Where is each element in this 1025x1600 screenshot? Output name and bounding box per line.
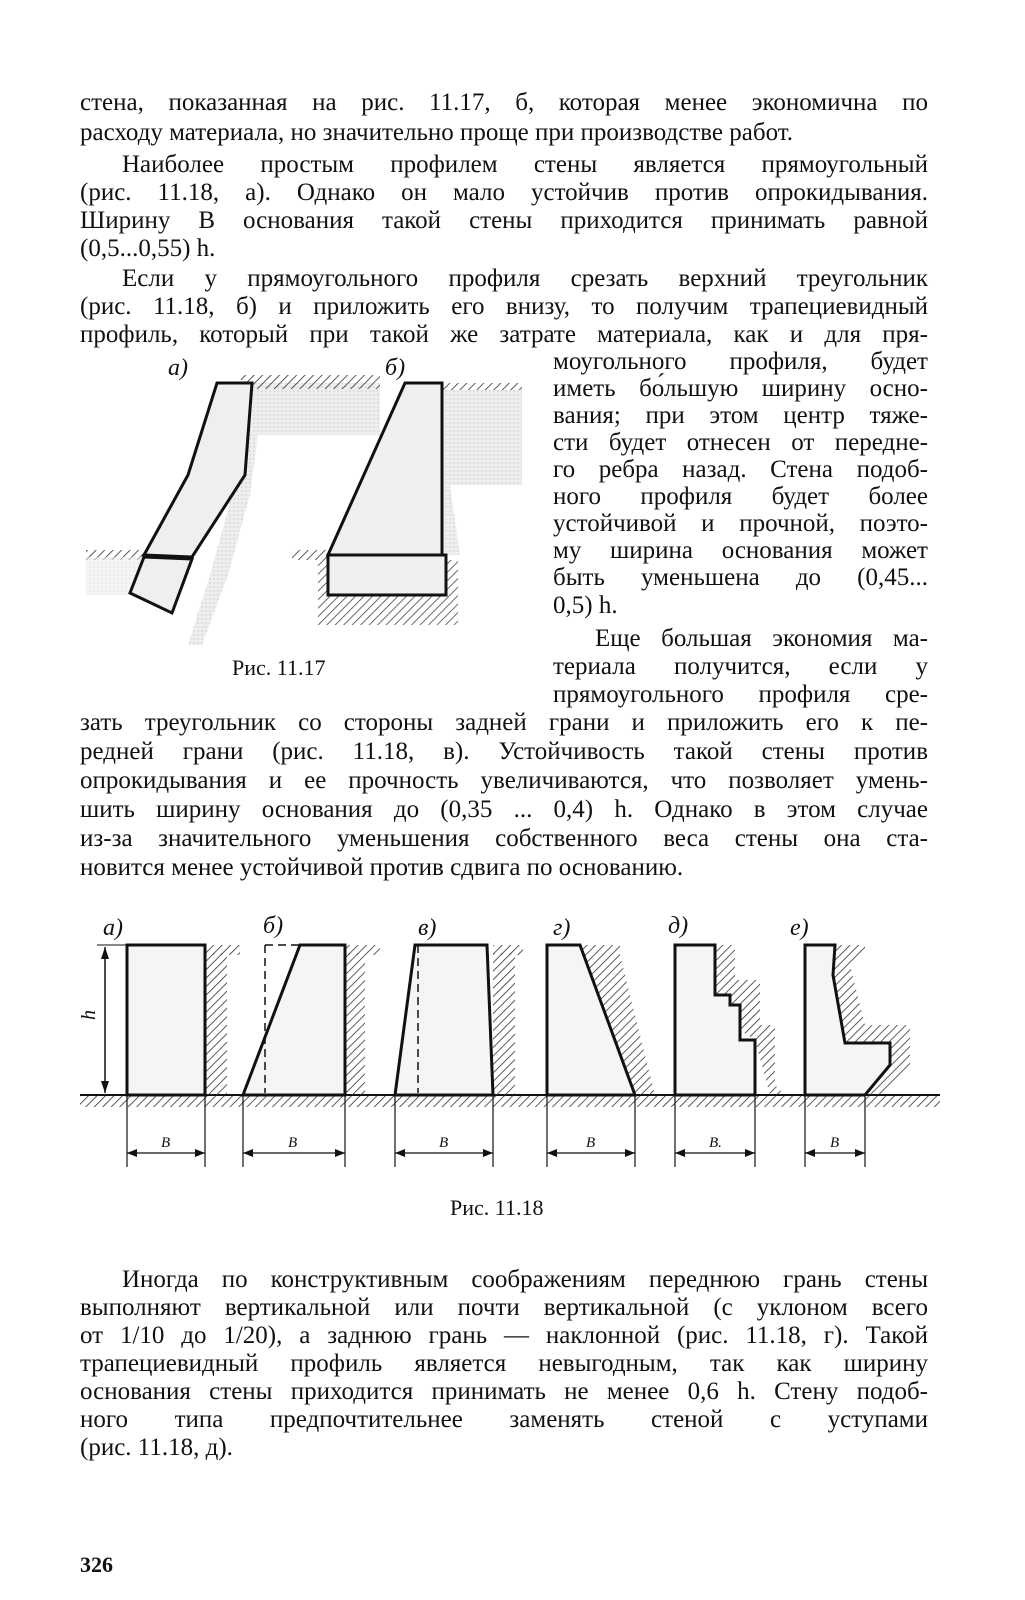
base-label-a: В [161, 1135, 171, 1151]
base-label-d: В. [709, 1135, 722, 1151]
text-line: стена, показанная на рис. 11.17, б, которая менее экономична по [80, 89, 928, 116]
text-line: му ширина основания может [553, 537, 928, 564]
text-line: моугольного профиля, будет [553, 348, 928, 375]
text-line: Еще большая экономия ма- [595, 625, 928, 652]
text-line: редней грани (рис. 11.18, в). Устойчивость такой стены против [80, 738, 928, 765]
figure-label-d: д) [668, 913, 689, 939]
text-line: расходу материала, но значительно проще при производстве работ. [80, 119, 794, 146]
text-line: из-за значительного уменьшения собственного веса стены она ста- [80, 825, 928, 852]
figure-11-18 [75, 905, 945, 1180]
text-line: (рис. 11.18, д). [80, 1434, 233, 1461]
figure-11-17 [80, 345, 545, 675]
text-line: Иногда по конструктивным соображениям переднюю грань стены [122, 1266, 928, 1293]
text-line: (0,5...0,55) h. [80, 235, 216, 262]
figure-label-b: б) [263, 913, 284, 939]
text-line: териала получится, если у [553, 653, 928, 680]
text-line: Если у прямоугольного профиля срезать верхний треугольник [122, 265, 928, 292]
text-line: (рис. 11.18, а). Однако он мало устойчив против опрокидывания. [80, 179, 928, 206]
text-line: зать треугольник со стороны задней грани и приложить его к пе- [80, 709, 928, 736]
text-line: го ребра назад. Стена подоб- [553, 456, 928, 483]
text-line: опрокидывания и ее прочность увеличиваются, что позволяет умень- [80, 767, 928, 794]
figure-caption: Рис. 11.18 [450, 1195, 544, 1220]
text-line: устойчивой и прочной, поэто- [553, 510, 928, 537]
text-line: Ширину В основания такой стены приходится принимать равной [80, 207, 928, 234]
text-line: выполняют вертикальной или почти вертикальной (с уклоном всего [80, 1294, 928, 1321]
text-line: новится менее устойчивой против сдвига по основанию. [80, 854, 684, 881]
text-line: основания стены приходится принимать не менее 0,6 h. Стену подоб- [80, 1378, 928, 1405]
text-line: быть уменьшена до (0,45... [553, 564, 928, 591]
text-line: профиль, который при такой же затрате материала, как и для пря- [80, 321, 928, 348]
text-line: шить ширину основания до (0,35 ... 0,4) h. Однако в этом случае [80, 796, 928, 823]
text-line: прямоугольного профиля сре- [553, 681, 928, 708]
figure-label-a: а) [103, 915, 123, 941]
base-label-e: В [830, 1135, 840, 1151]
base-label-b: В [288, 1135, 298, 1151]
text-line: трапециевидный профиль является невыгодным, так как ширину [80, 1350, 928, 1377]
text-line: от 1/10 до 1/20), а заднюю грань — наклонной (рис. 11.18, г). Такой [80, 1322, 928, 1349]
page-number: 326 [80, 1552, 113, 1577]
figure-label-e: е) [790, 915, 809, 941]
base-label-g: В [586, 1135, 596, 1151]
height-label: h [78, 1010, 100, 1020]
figure-label-v: в) [418, 915, 437, 941]
figure-label-g: г) [553, 915, 571, 941]
text-line: Наиболее простым профилем стены является прямоугольный [122, 151, 928, 178]
text-line: вания; при этом центр тяже- [553, 402, 928, 429]
figure-label-b: б) [385, 355, 406, 381]
text-line: ного профиля будет более [553, 483, 928, 510]
text-line: (рис. 11.18, б) и приложить его внизу, то получим трапециевидный [80, 293, 928, 320]
figure-label-a: а) [168, 355, 188, 381]
text-line: ного типа предпочтительнее заменять стеной с уступами [80, 1406, 928, 1433]
figure-caption: Рис. 11.17 [232, 655, 326, 680]
text-line: иметь бо́льшую ширину осно- [553, 375, 928, 402]
text-line: сти будет отнесен от передне- [553, 429, 928, 456]
text-line: 0,5) h. [553, 592, 618, 619]
base-label-v: В [439, 1135, 449, 1151]
